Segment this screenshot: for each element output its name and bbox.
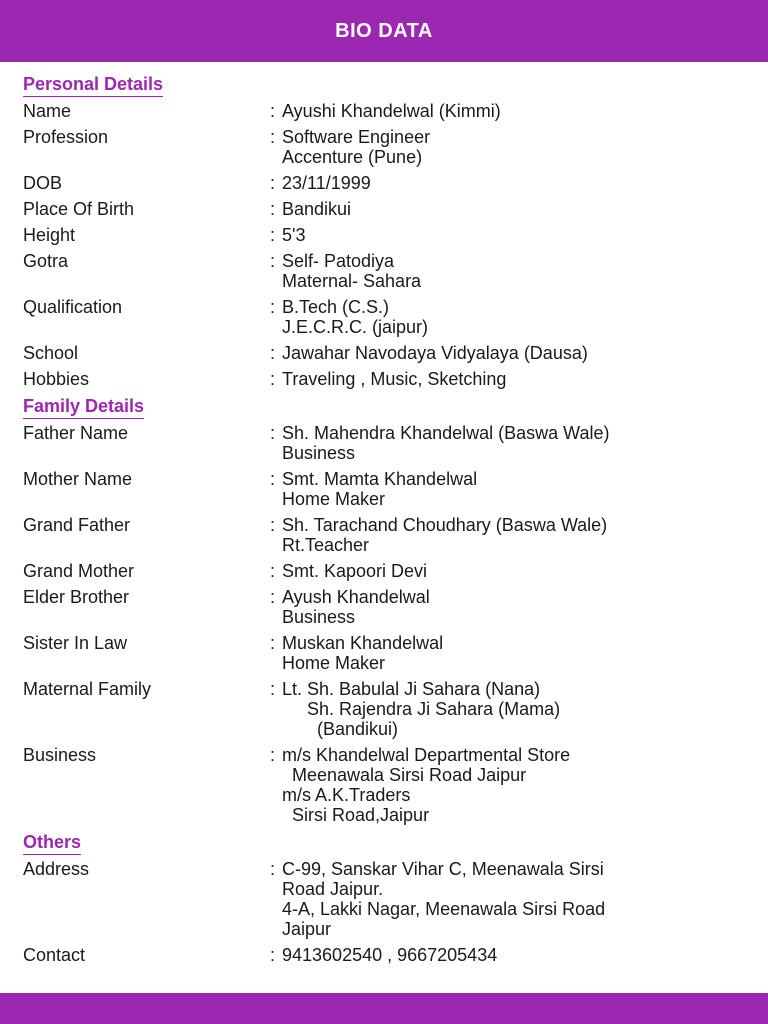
field-value-line: Business (282, 443, 356, 463)
field-value-line: (Bandikui) (282, 719, 399, 739)
field-value (282, 173, 743, 193)
field-value-line: Ayushi Khandelwal (Kimmi) (282, 101, 501, 121)
field-value-line: Ayush Khandelwal (282, 587, 430, 607)
field-row (23, 225, 743, 245)
field-value-line: Meenawala Sirsi Road Jaipur (282, 765, 527, 785)
field-value (282, 515, 743, 555)
field-separator: : (270, 127, 276, 147)
field-row (23, 369, 743, 389)
field-row (23, 297, 743, 337)
field-value-line: C-99, Sanskar Vihar C, Meenawala Sirsi (282, 859, 604, 879)
field-value (282, 101, 743, 121)
field-value-line: Accenture (Pune) (282, 147, 423, 167)
field-row (23, 173, 743, 193)
field-label: Name (23, 101, 72, 121)
field-label: Place Of Birth (23, 199, 135, 219)
field-label: Grand Mother (23, 561, 135, 581)
field-label: School (23, 343, 79, 363)
field-value-line: Home Maker (282, 489, 386, 509)
field-separator: : (270, 199, 276, 219)
field-separator: : (270, 101, 276, 121)
field-row (23, 515, 743, 555)
field-value-line: Smt. Kapoori Devi (282, 561, 428, 581)
field-value (282, 199, 743, 219)
field-row (23, 101, 743, 121)
field-value-line: Smt. Mamta Khandelwal (282, 469, 478, 489)
field-separator: : (270, 423, 276, 443)
section-heading: Others (23, 831, 81, 855)
footer-bar (0, 993, 768, 1024)
field-separator: : (270, 587, 276, 607)
field-label: Sister In Law (23, 633, 128, 653)
field-label: Elder Brother (23, 587, 130, 607)
field-value-line: Sh. Rajendra Ji Sahara (Mama) (282, 699, 561, 719)
field-value (282, 369, 743, 389)
field-value (282, 127, 743, 167)
field-value-line: Home Maker (282, 653, 386, 673)
field-value-line: 5'3 (282, 225, 306, 245)
field-row (23, 945, 743, 965)
field-label: Height (23, 225, 76, 245)
field-value (282, 633, 743, 673)
field-separator: : (270, 225, 276, 245)
field-value-line: Bandikui (282, 199, 352, 219)
field-value-line: Sirsi Road,Jaipur (282, 805, 430, 825)
field-separator: : (270, 173, 276, 193)
field-separator: : (270, 469, 276, 489)
field-separator: : (270, 561, 276, 581)
section-heading: Family Details (23, 395, 144, 419)
field-value (282, 297, 743, 337)
field-separator: : (270, 633, 276, 653)
field-separator: : (270, 251, 276, 271)
field-separator: : (270, 679, 276, 699)
field-label: Contact (23, 945, 86, 965)
field-separator: : (270, 297, 276, 317)
field-label: Father Name (23, 423, 129, 443)
field-row (23, 469, 743, 509)
section-family-details (23, 395, 743, 825)
field-value-line: Sh. Tarachand Choudhary (Baswa Wale) (282, 515, 608, 535)
field-value-line: Business (282, 607, 356, 627)
section-heading: Personal Details (23, 73, 163, 97)
field-value (282, 251, 743, 291)
field-value (282, 225, 743, 245)
field-value-line: B.Tech (C.S.) (282, 297, 390, 317)
section-others (23, 831, 743, 965)
field-value-line: Traveling , Music, Sketching (282, 369, 507, 389)
field-value-line: Lt. Sh. Babulal Ji Sahara (Nana) (282, 679, 541, 699)
field-value (282, 469, 743, 509)
field-value (282, 745, 743, 825)
section-personal-details (23, 73, 743, 389)
field-value (282, 945, 743, 965)
field-value (282, 423, 743, 463)
field-value-line: Jawahar Navodaya Vidyalaya (Dausa) (282, 343, 588, 363)
field-value (282, 343, 743, 363)
field-value-line: Maternal- Sahara (282, 271, 422, 291)
field-row (23, 679, 743, 739)
header-bar (0, 0, 768, 62)
field-separator: : (270, 369, 276, 389)
field-value (282, 679, 743, 739)
field-separator: : (270, 745, 276, 765)
field-row (23, 423, 743, 463)
field-value-line: m/s Khandelwal Departmental Store (282, 745, 571, 765)
field-label: Profession (23, 127, 109, 147)
field-value-line: Road Jaipur. (282, 879, 384, 899)
field-row (23, 745, 743, 825)
field-value-line: Jaipur (282, 919, 332, 939)
field-list (23, 423, 743, 825)
field-value-line: Sh. Mahendra Khandelwal (Baswa Wale) (282, 423, 610, 443)
field-value-line: 23/11/1999 (282, 173, 371, 193)
field-separator: : (270, 945, 276, 965)
field-value-line: Rt.Teacher (282, 535, 370, 555)
field-value-line: 9413602540 , 9667205434 (282, 945, 498, 965)
field-label: Business (23, 745, 97, 765)
field-value-line: J.E.C.R.C. (jaipur) (282, 317, 429, 337)
field-value-line: m/s A.K.Traders (282, 785, 411, 805)
field-label: DOB (23, 173, 63, 193)
biodata-content (23, 73, 743, 971)
field-value (282, 561, 743, 581)
field-value (282, 587, 743, 627)
field-row (23, 343, 743, 363)
field-label: Mother Name (23, 469, 133, 489)
field-row (23, 859, 743, 939)
page-title: BIO DATA (335, 19, 433, 42)
field-label: Qualification (23, 297, 123, 317)
field-row (23, 127, 743, 167)
field-row (23, 561, 743, 581)
field-row (23, 199, 743, 219)
field-separator: : (270, 859, 276, 879)
field-label: Address (23, 859, 90, 879)
field-value-line: Software Engineer (282, 127, 431, 147)
field-label: Maternal Family (23, 679, 152, 699)
field-label: Gotra (23, 251, 69, 271)
field-value-line: Muskan Khandelwal (282, 633, 444, 653)
field-value-line: Self- Patodiya (282, 251, 395, 271)
field-value (282, 859, 743, 939)
field-list (23, 101, 743, 389)
field-value-line: 4-A, Lakki Nagar, Meenawala Sirsi Road (282, 899, 606, 919)
field-label: Hobbies (23, 369, 90, 389)
field-row (23, 633, 743, 673)
field-row (23, 251, 743, 291)
field-separator: : (270, 343, 276, 363)
field-list (23, 859, 743, 965)
field-row (23, 587, 743, 627)
field-separator: : (270, 515, 276, 535)
field-label: Grand Father (23, 515, 131, 535)
